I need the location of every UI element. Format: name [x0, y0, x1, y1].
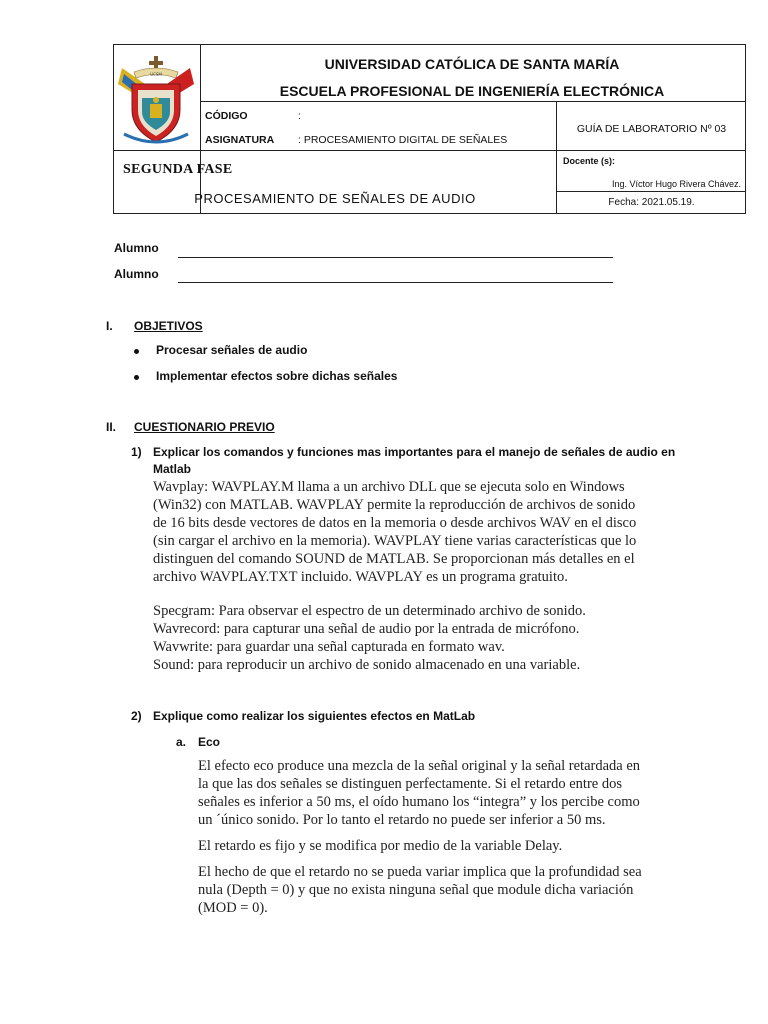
university-logo — [114, 50, 198, 150]
text-line: Specgram: Para observar el espectro de un determinado archivo de sonido. — [153, 603, 586, 619]
phase-title: SEGUNDA FASE — [123, 162, 233, 177]
header-divider — [556, 191, 746, 192]
q1-command-list — [153, 602, 586, 674]
question-number: 1) — [131, 445, 142, 459]
text-line: de 16 bits desde vectores de datos en la memoria o desde archivos WAV en el disco — [153, 515, 637, 531]
section-number: II. — [106, 420, 117, 434]
docente-name: Ing. Víctor Hugo Rivera Chávez. — [611, 179, 741, 189]
text-line: El efecto eco produce una mezcla de la señal original y la señal retardada en — [198, 758, 641, 774]
topic-title: PROCESAMIENTO DE SEÑALES DE AUDIO — [194, 191, 476, 206]
header-divider — [114, 150, 746, 151]
text-line: nula (Depth = 0) y que no exista ninguna señal que module dicha variación — [198, 882, 634, 898]
school-name: ESCUELA PROFESIONAL DE INGENIERÍA ELECTRÓNICA — [279, 83, 665, 99]
fecha: Fecha: 2021.05.19. — [608, 197, 695, 208]
question-text: Explicar los comandos y funciones mas importantes para el manejo de señales de audio en — [153, 445, 676, 459]
text-line: archivo WAVPLAY.TXT incluido. WAVPLAY es un programa gratuito. — [153, 569, 568, 585]
text-line: (Win32) con MATLAB. WAVPLAY permite la reproducción de archivos de sonido — [153, 497, 636, 513]
eco-paragraph-2: El retardo es fijo y se modifica por medio de la variable Delay. — [198, 838, 563, 854]
text-line: Wavrecord: para capturar una señal de audio por la entrada de micrófono. — [153, 621, 580, 637]
text-line: El hecho de que el retardo no se pueda variar implica que la profundidad sea — [198, 864, 642, 880]
student-name-line[interactable] — [178, 282, 613, 283]
docente-label: Docente (s): — [563, 156, 616, 166]
eco-paragraph-1 — [198, 757, 640, 829]
objective-item: Implementar efectos sobre dichas señales — [156, 369, 398, 383]
bullet-icon — [134, 349, 139, 354]
bullet-icon — [134, 375, 139, 380]
section-title-objetivos: OBJETIVOS — [134, 319, 203, 333]
question-number: 2) — [131, 709, 142, 723]
text-line: un ´único sonido. Por lo tanto el retardo no puede ser inferior a 50 ms. — [198, 812, 606, 828]
section-title-cuestionario: CUESTIONARIO PREVIO — [134, 420, 275, 434]
student-label: Alumno — [114, 267, 159, 281]
eco-paragraph-3 — [198, 863, 642, 917]
student-label: Alumno — [114, 241, 159, 255]
text-line: (sin cargar el archivo en la memoria). WAVPLAY tiene varias características que lo — [153, 533, 637, 549]
text-line: Wavwrite: para guardar una señal capturada en formato wav. — [153, 639, 505, 655]
question-text: Explique como realizar los siguientes efectos en MatLab — [153, 709, 476, 723]
text-line: (MOD = 0). — [198, 900, 268, 916]
codigo-label: CÓDIGO — [205, 110, 248, 122]
section-number: I. — [106, 319, 113, 333]
guia-label: GUÍA DE LABORATORIO Nº 03 — [576, 123, 727, 135]
student-name-line[interactable] — [178, 257, 613, 258]
subitem-letter: a. — [176, 735, 187, 749]
text-line: la que las dos señales se distinguen perfectamente. Si el retardo entre dos — [198, 776, 622, 792]
university-name: UNIVERSIDAD CATÓLICA DE SANTA MARÍA — [324, 56, 620, 72]
header-divider — [200, 101, 746, 102]
q1-paragraph — [153, 478, 636, 586]
subitem-title: Eco — [198, 735, 221, 749]
objective-item: Procesar señales de audio — [156, 343, 308, 357]
asignatura-label: ASIGNATURA — [205, 134, 275, 146]
codigo-value: : — [298, 110, 301, 122]
asignatura-value: : PROCESAMIENTO DIGITAL DE SEÑALES — [298, 134, 508, 146]
question-text: Matlab — [153, 462, 192, 476]
text-line: Wavplay: WAVPLAY.M llama a un archivo DLL que se ejecuta solo en Windows — [153, 479, 625, 495]
text-line: distinguen del comando SOUND de MATLAB. Se proporcionan más detalles en el — [153, 551, 635, 567]
text-line: señales es inferior a 50 ms, el oído humano los “integra” y los percibe como — [198, 794, 640, 810]
text-line: Sound: para reproducir un archivo de sonido almacenado en una variable. — [153, 657, 581, 673]
logo-text: UCSM — [150, 72, 162, 77]
